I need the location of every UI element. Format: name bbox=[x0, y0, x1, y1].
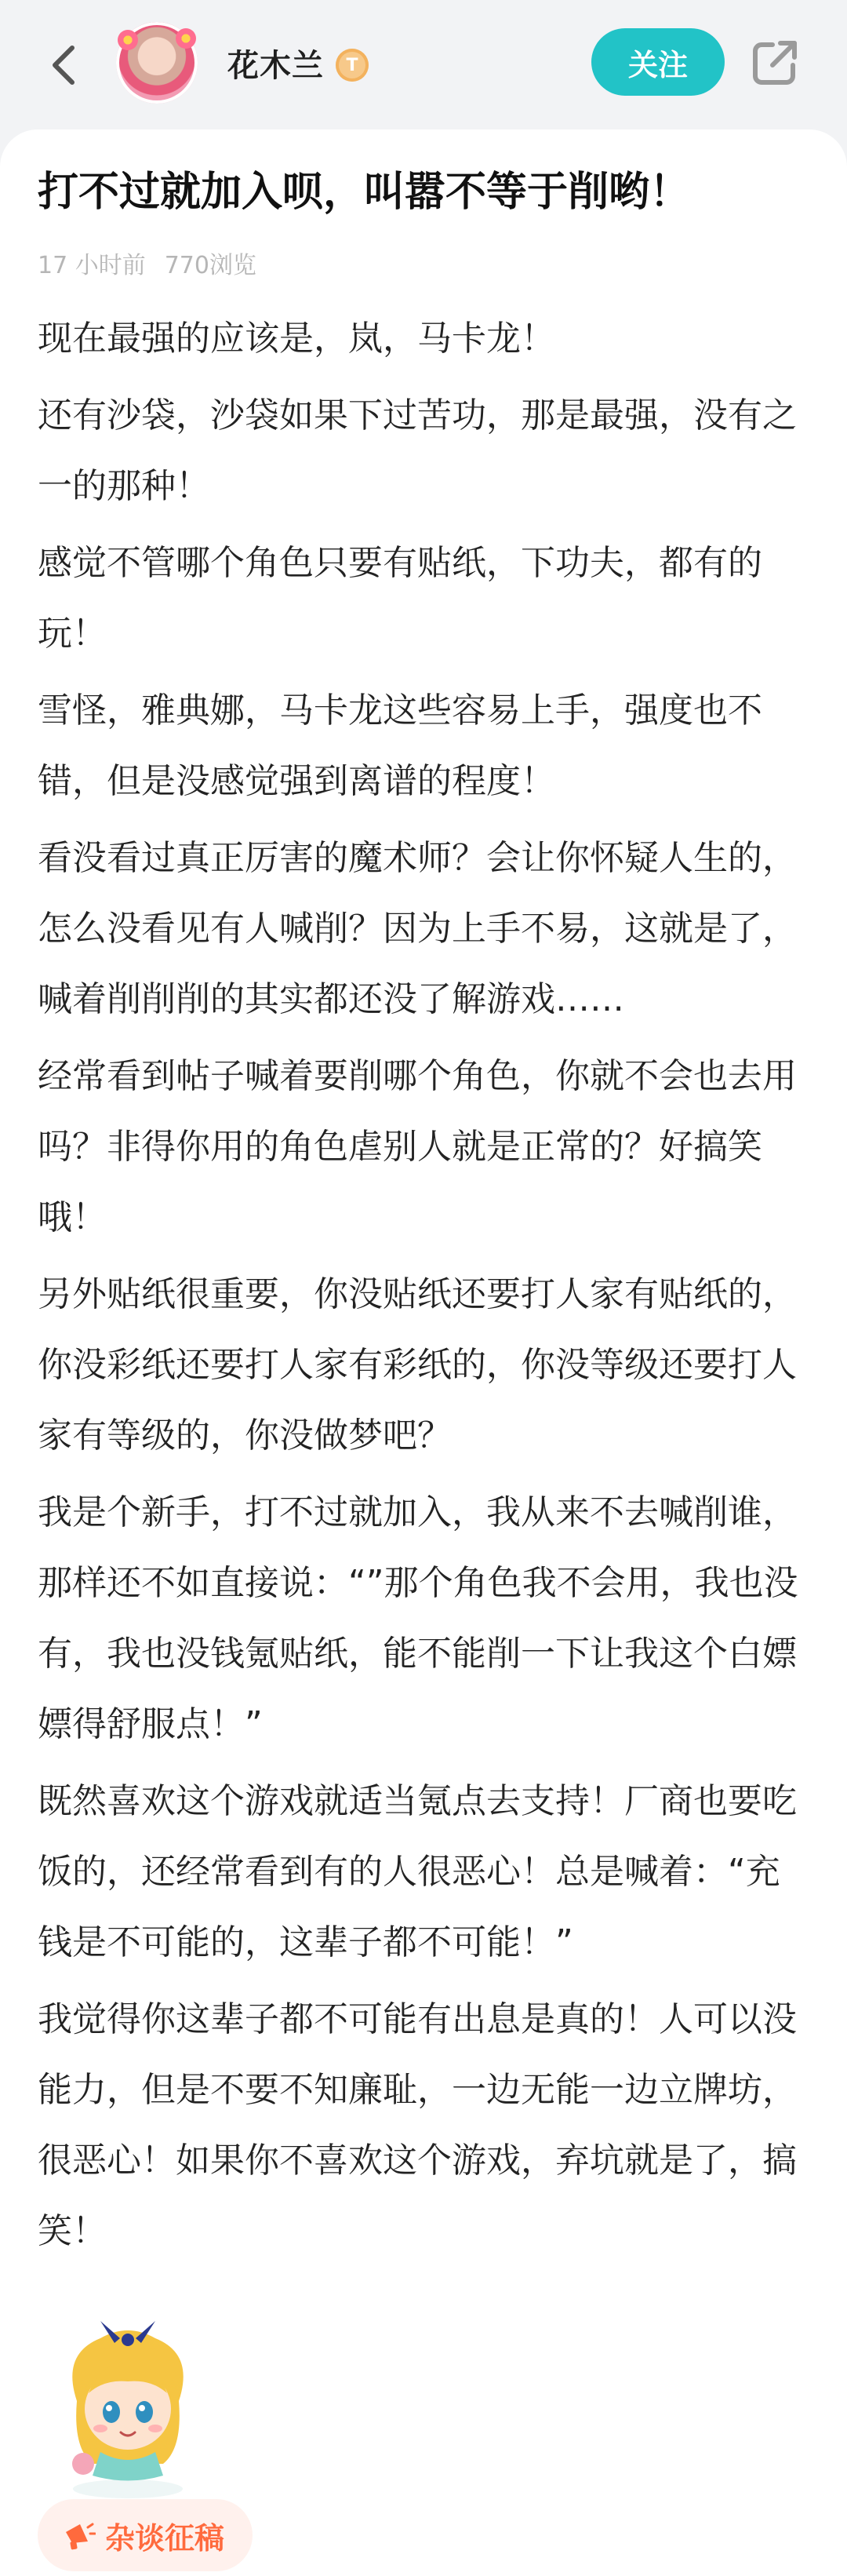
post-paragraph: 既然喜欢这个游戏就适当氪点去支持！厂商也要吃饭的，还经常看到有的人很恶心！总是喊着：“充钱是不可能的，这辈子都不可能！” bbox=[38, 1781, 797, 1962]
post-paragraph: 现在最强的应该是，岚，马卡龙！ bbox=[38, 319, 555, 359]
post-paragraph: 我是个新手，打不过就加入，我从来不去喊削谁，那样还不如直接说：“”那个角色我不会用，我也没有，我也没钱氪贴纸，能不能削一下让我这个白嫖嫖得舒服点！” bbox=[38, 1492, 798, 1744]
post-views: 770浏览 bbox=[164, 252, 256, 279]
post-body bbox=[38, 304, 814, 2273]
share-icon bbox=[749, 37, 801, 89]
post-paragraph: 经常看到帖子喊着要削哪个角色，你就不会也去用吗？非得你用的角色虐别人就是正常的？好搞笑哦！ bbox=[38, 1056, 797, 1237]
post-paragraph: 还有沙袋，沙袋如果下过苦功，那是最强，没有之一的那种！ bbox=[38, 395, 797, 506]
avatar-flower-decoration bbox=[176, 28, 196, 49]
topic-tag-label: 杂谈征稿 bbox=[105, 2520, 225, 2556]
character-sticker bbox=[45, 2307, 210, 2503]
post-meta bbox=[38, 246, 256, 280]
post-paragraph: 我觉得你这辈子都不可能有出息是真的！人可以没能力，但是不要不知廉耻，一边无能一边立牌坊，很恶心！如果你不喜欢这个游戏，弃坑就是了，搞笑！ bbox=[38, 1999, 797, 2251]
avatar[interactable] bbox=[116, 22, 198, 104]
post-paragraph: 另外贴纸很重要，你没贴纸还要打人家有贴纸的，你没彩纸还要打人家有彩纸的，你没等级还要打人家有等级的，你没做梦吧？ bbox=[38, 1274, 797, 1456]
post-title: 打不过就加入呗，叫嚣不等于削哟！ bbox=[38, 169, 691, 216]
post-card bbox=[0, 129, 847, 2576]
back-icon bbox=[49, 43, 80, 87]
post-paragraph: 看没看过真正厉害的魔术师？会让你怀疑人生的，怎么没看见有人喊削？因为上手不易，这就是了，喊着削削削的其实都还没了解游戏…… bbox=[38, 838, 797, 1019]
follow-button[interactable]: 关注 bbox=[591, 28, 725, 96]
back-button[interactable] bbox=[41, 38, 88, 93]
post-paragraph: 感觉不管哪个角色只要有贴纸，下功夫，都有的玩！ bbox=[38, 543, 762, 654]
author-name[interactable]: 花木兰 bbox=[227, 48, 324, 84]
level-badge: T bbox=[336, 49, 369, 82]
avatar-flower-decoration bbox=[118, 30, 138, 50]
share-button[interactable] bbox=[747, 35, 803, 91]
post-paragraph: 雪怪，雅典娜，马卡龙这些容易上手，强度也不错，但是没感觉强到离谱的程度！ bbox=[38, 690, 762, 801]
top-bar bbox=[0, 0, 847, 129]
megaphone-icon bbox=[61, 2518, 96, 2552]
topic-tag[interactable] bbox=[38, 2499, 253, 2571]
post-time: 17 小时前 bbox=[38, 252, 146, 279]
